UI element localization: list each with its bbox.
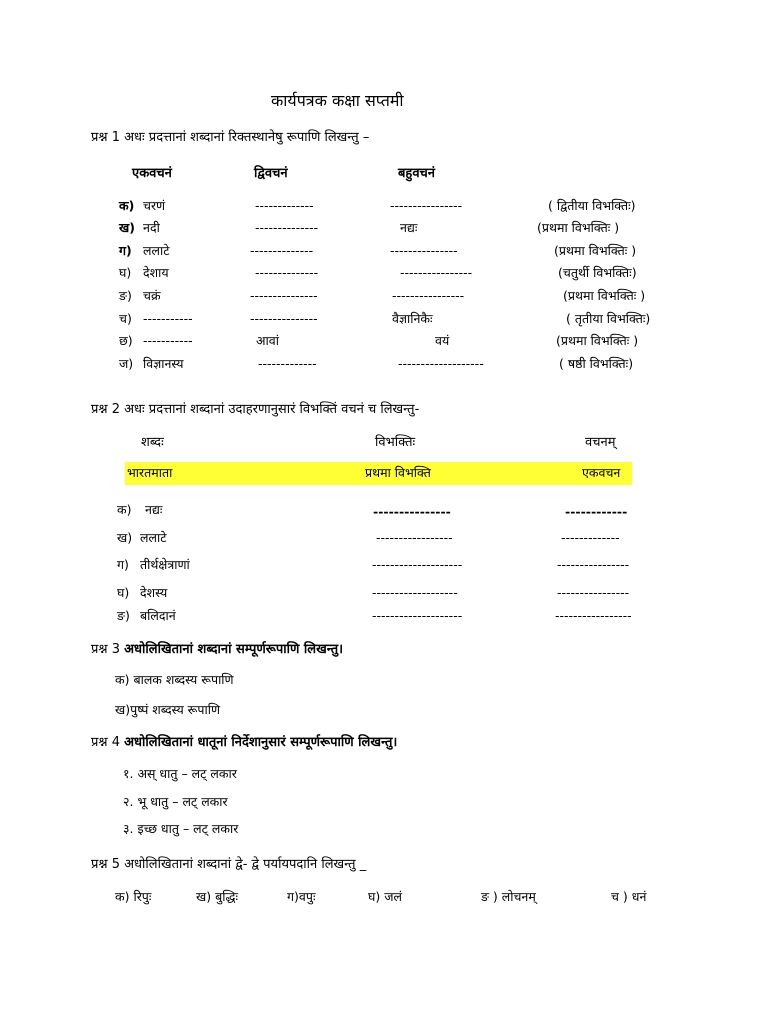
word: तीर्थक्षेत्राणां bbox=[140, 557, 190, 572]
question-5-item: च ) धनं bbox=[611, 889, 647, 904]
word-bahuvachan: वयं bbox=[435, 333, 450, 348]
example-word: भारतमाता bbox=[127, 465, 173, 480]
vibhakti-label: ( तृतीया विभक्तिः) bbox=[566, 311, 651, 326]
blank-bahuvachan: --------------- bbox=[390, 243, 458, 258]
vibhakti-label: (प्रथमा विभक्तिः ) bbox=[537, 220, 620, 235]
example-vachan: एकवचन bbox=[582, 465, 621, 480]
word-ekavachan: नदी bbox=[143, 220, 160, 235]
blank-dvivachan: -------------- bbox=[255, 220, 319, 235]
vibhakti-label: (प्रथमा विभक्तिः ) bbox=[556, 333, 639, 348]
blank-vachan: ---------------- bbox=[557, 557, 630, 572]
row-marker: क) bbox=[117, 502, 132, 517]
vibhakti-label: ( द्वितीया विभक्तिः) bbox=[548, 198, 636, 213]
blank-vibhakti: --------------- bbox=[373, 504, 451, 519]
blank-vibhakti: -------------------- bbox=[372, 557, 463, 572]
column-header-dvivachan: द्विवचनं bbox=[254, 166, 288, 181]
question-5-item: ङ ) लोचनम् bbox=[481, 889, 536, 904]
blank-dvivachan: --------------- bbox=[250, 311, 318, 326]
worksheet-title: कार्यपत्रक कक्षा सप्तमी bbox=[271, 91, 404, 110]
row-marker: क) bbox=[119, 198, 135, 213]
word: देशस्य bbox=[140, 585, 168, 600]
vibhakti-label: ( षष्ठी विभक्तिः) bbox=[559, 356, 634, 371]
column-header-ekavachan: एकवचनं bbox=[132, 166, 172, 181]
word-ekavachan: देशाय bbox=[143, 265, 169, 280]
word: बलिदानं bbox=[140, 608, 176, 623]
word: ललाटे bbox=[140, 530, 167, 545]
vibhakti-label: (प्रथमा विभक्तिः ) bbox=[563, 288, 646, 303]
blank-vachan: ----------------- bbox=[555, 608, 632, 623]
question-5-item: ग)वपुः bbox=[287, 889, 316, 904]
question-1-heading: प्रश्न 1 अधः प्रदत्तानां शब्दानां रिक्तस्थानेषु रूपाणि लिखन्तु – bbox=[91, 130, 370, 145]
question-3-heading bbox=[91, 643, 343, 656]
blank-vachan: ------------- bbox=[561, 530, 620, 545]
row-marker: छ) bbox=[119, 333, 133, 348]
question-5-item: घ) जलं bbox=[368, 889, 402, 904]
word-ekavachan: चरणं bbox=[143, 198, 166, 213]
blank-dvivachan: ------------- bbox=[255, 198, 314, 213]
question-3-number: प्रश्न 3 bbox=[91, 642, 125, 657]
word: नद्यः bbox=[145, 502, 163, 517]
row-marker: घ) bbox=[117, 585, 130, 600]
row-marker: ङ) bbox=[119, 288, 132, 303]
question-4-item: १. अस् धातु – लट् लकार bbox=[123, 766, 237, 781]
row-marker: ग) bbox=[119, 243, 132, 258]
question-4-instruction: अधोलिखितानां धातूनां निर्देशानुसारं सम्पूर्णरूपाणि लिखन्तु। bbox=[124, 735, 398, 750]
question-5-item: क) रिपुः bbox=[115, 889, 152, 904]
column-header-vibhakti: विभक्तिः bbox=[375, 435, 416, 450]
question-2-heading: प्रश्न 2 अधः प्रदत्तानां शब्दानां उदाहरणानुसारं विभक्तिं वचनं च लिखन्तु- bbox=[91, 402, 420, 417]
blank-vibhakti: -------------------- bbox=[372, 608, 463, 623]
blank-dvivachan: --------------- bbox=[250, 288, 318, 303]
blank-bahuvachan: ------------------- bbox=[398, 356, 484, 371]
vibhakti-label: (चतुर्थी विभक्तिः) bbox=[558, 265, 637, 280]
blank-dvivachan: ------------- bbox=[258, 356, 317, 371]
blank-vachan: ------------ bbox=[565, 504, 628, 519]
row-marker: ख) bbox=[119, 220, 135, 235]
column-header-shabd: शब्दः bbox=[141, 435, 164, 450]
column-header-bahuvachan: बहुवचनं bbox=[398, 166, 436, 181]
question-4-item: २. भू धातु – लट् लकार bbox=[123, 794, 228, 809]
row-marker: ग) bbox=[117, 557, 129, 572]
column-header-vachan: वचनम् bbox=[585, 435, 616, 450]
row-marker: घ) bbox=[119, 265, 132, 280]
question-4-heading bbox=[91, 736, 397, 749]
question-3-item: ख)पुष्पं शब्दस्य रूपाणि bbox=[115, 702, 221, 717]
vibhakti-label: (प्रथमा विभक्तिः ) bbox=[554, 243, 637, 258]
question-4-number: प्रश्न 4 bbox=[91, 735, 125, 750]
blank-dvivachan: -------------- bbox=[250, 243, 314, 258]
row-marker: ख) bbox=[117, 530, 133, 545]
word-ekavachan: विज्ञानस्य bbox=[143, 356, 184, 371]
row-marker: ङ) bbox=[117, 608, 130, 623]
word-ekavachan: ललाटे bbox=[143, 243, 170, 258]
question-4-item: ३. इच्छ धातु – लट् लकार bbox=[123, 821, 239, 836]
blank-ekavachan: ----------- bbox=[143, 311, 193, 326]
row-marker: ज) bbox=[119, 356, 134, 371]
question-5-heading: प्रश्न 5 अधोलिखितानां शब्दानां द्वे- द्वे पर्यायपदानि लिखन्तु _ bbox=[91, 857, 367, 872]
blank-vibhakti: ----------------- bbox=[376, 530, 453, 545]
question-5-item: ख) बुद्धिः bbox=[196, 889, 238, 904]
blank-vachan: ---------------- bbox=[557, 585, 630, 600]
word-dvivachan: आवां bbox=[256, 333, 279, 348]
blank-bahuvachan: ---------------- bbox=[390, 198, 463, 213]
blank-ekavachan: ----------- bbox=[143, 333, 193, 348]
blank-vibhakti: ------------------- bbox=[372, 585, 458, 600]
example-vibhakti: प्रथमा विभक्ति bbox=[365, 465, 431, 480]
question-3-instruction: अधोलिखितानां शब्दानां सम्पूर्णरूपाणि लिखन्तु। bbox=[124, 642, 344, 657]
word-bahuvachan: नद्यः bbox=[400, 220, 418, 235]
blank-bahuvachan: ---------------- bbox=[400, 265, 473, 280]
blank-dvivachan: -------------- bbox=[255, 265, 319, 280]
word-ekavachan: चक्रं bbox=[143, 288, 161, 303]
word-bahuvachan: वैज्ञानिकैः bbox=[392, 311, 433, 326]
blank-bahuvachan: ---------------- bbox=[392, 288, 465, 303]
question-3-item: क) बालक शब्दस्य रूपाणि bbox=[115, 672, 234, 687]
row-marker: च) bbox=[119, 311, 132, 326]
